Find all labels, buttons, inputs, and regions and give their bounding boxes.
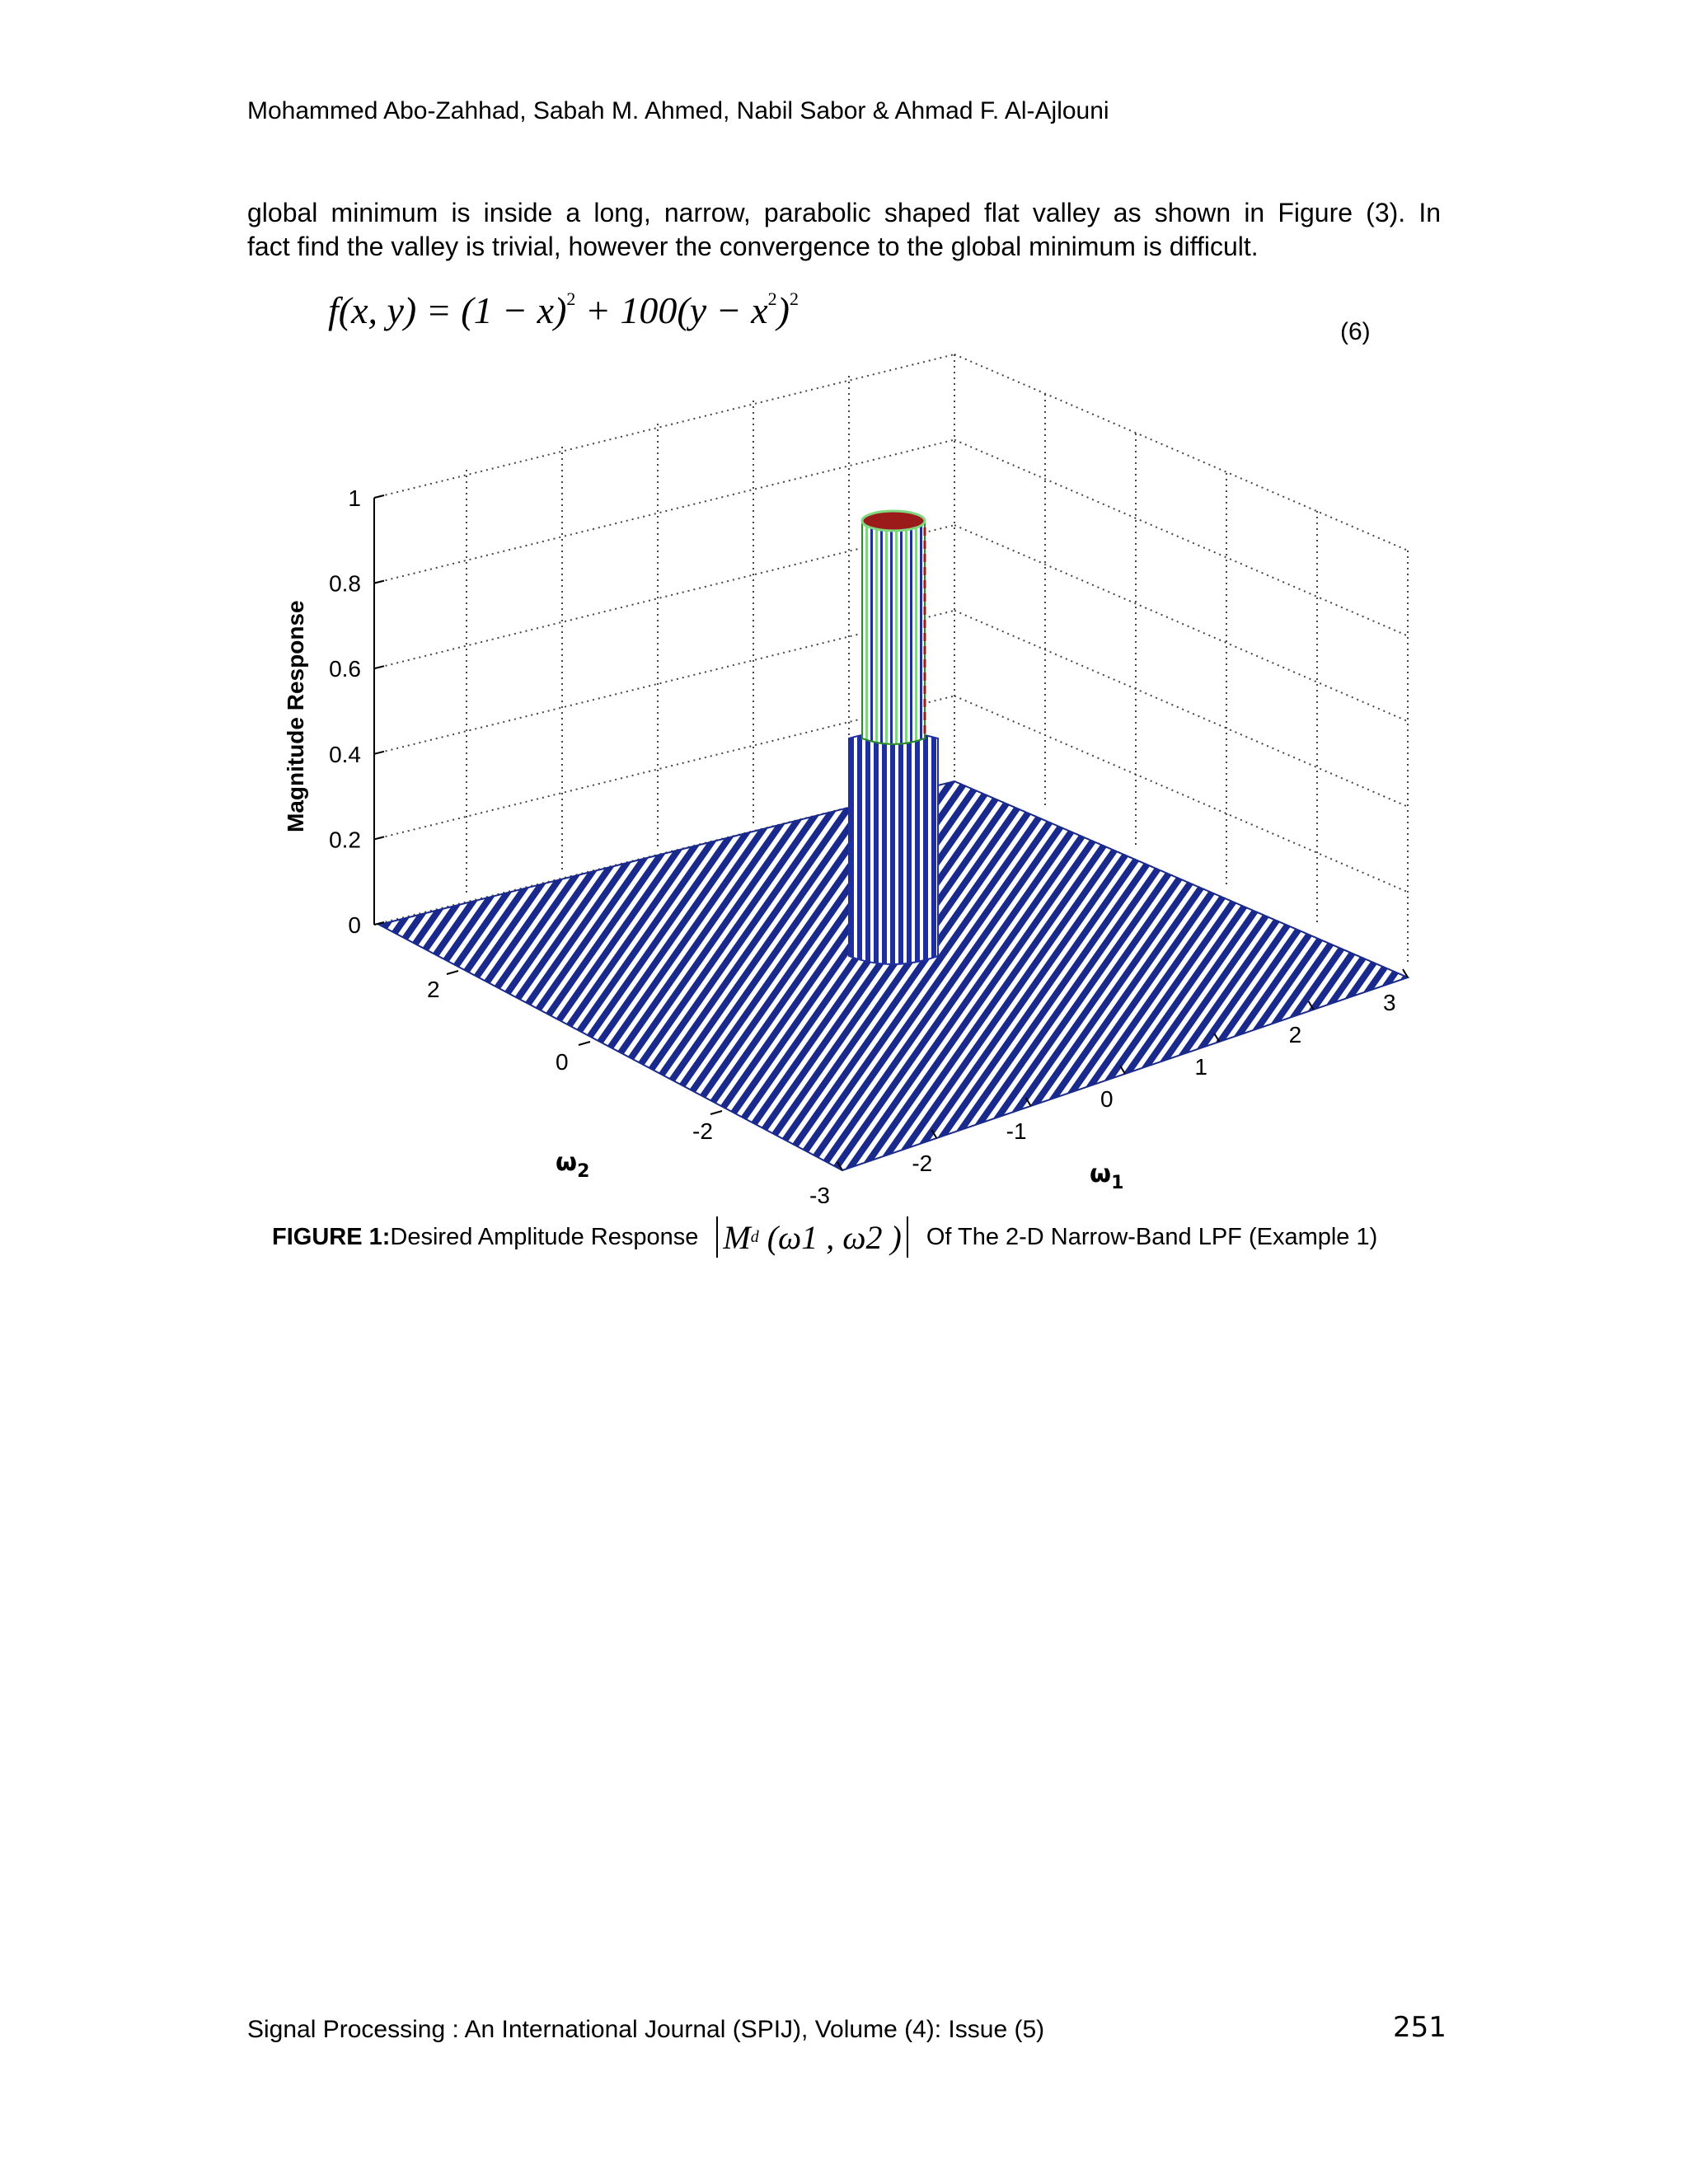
- w2-tick-mark: [710, 1111, 722, 1114]
- z-tick-label: 0.2: [329, 827, 361, 853]
- caption-text-before: Desired Amplitude Response: [390, 1223, 699, 1250]
- passband-pillar: [849, 511, 938, 964]
- z-tick-mark: [374, 837, 384, 839]
- caption-args: (ω1 , ω2 ): [767, 1218, 902, 1256]
- grid-line: [374, 354, 954, 498]
- equation-mid: + 100(y − x: [575, 289, 768, 331]
- w2-tick-label: -2: [692, 1118, 713, 1144]
- z-tick-label: 1: [348, 485, 361, 511]
- paragraph-line: fact find the valley is trivial, however the convergence to the global minimum is difficult.: [247, 232, 1259, 261]
- equation-rparen: ): [776, 289, 790, 331]
- abs-bar-right: [907, 1216, 908, 1258]
- grid-line: [954, 611, 1408, 807]
- w1-tick-label: 0: [1100, 1086, 1114, 1112]
- caption-label: FIGURE 1:: [272, 1223, 391, 1250]
- z-tick-label: 0.4: [329, 741, 361, 767]
- z-tick-mark: [374, 581, 384, 583]
- running-header: Mohammed Abo-Zahhad, Sabah M. Ahmed, Nabil Sabor & Ahmad F. Al-Ajlouni: [247, 97, 1109, 124]
- z-tick-mark: [374, 752, 384, 754]
- pillar-upper-section: [862, 521, 925, 744]
- w2-tick-mark: [447, 971, 458, 974]
- paragraph-line: global minimum is inside a long, narrow, parabolic shaped flat valley as shown in Figure (3). In: [247, 198, 1441, 227]
- w1-tick-label: 2: [1288, 1022, 1302, 1047]
- equation-lhs: f(x, y) = (1 − x): [328, 289, 567, 331]
- caption-subscript: d: [750, 1227, 759, 1246]
- w2-tick-label: 2: [427, 977, 440, 1002]
- z-tick-mark: [374, 495, 384, 498]
- equation-exponent: 2: [767, 288, 777, 309]
- w2-axis-label: $\omega_2$: [556, 1148, 590, 1182]
- page-number: 251: [1393, 2011, 1447, 2044]
- caption-expression: [711, 1216, 912, 1258]
- z-ticks: [329, 485, 384, 938]
- figure-caption: [272, 1216, 1426, 1258]
- z-tick-label: 0.6: [329, 656, 361, 682]
- w1-tick-label: 3: [1383, 990, 1396, 1015]
- w2-tick-label: 0: [556, 1049, 569, 1075]
- equation-number: (6): [1340, 318, 1371, 345]
- caption-M: M: [723, 1218, 751, 1256]
- w2-tick-mark: [579, 1042, 590, 1045]
- z-tick-label: 0.8: [329, 570, 361, 597]
- z-tick-label: 0: [348, 912, 361, 938]
- grid-line: [954, 440, 1408, 636]
- z-axis-label: Magnitude Response: [283, 600, 308, 832]
- grid-line: [954, 525, 1408, 721]
- footer-journal: Signal Processing : An International Journal (SPIJ), Volume (4): Issue (5): [247, 2016, 1045, 2043]
- w1-tick-label: -3: [809, 1183, 830, 1203]
- body-paragraph: [247, 196, 1441, 264]
- pillar-lower-section: [849, 732, 938, 964]
- equation-exponent: 2: [789, 288, 799, 309]
- abs-bar-left: [716, 1216, 718, 1258]
- equation-exponent: 2: [566, 288, 576, 309]
- equation-6: [328, 288, 799, 332]
- pillar-cap: [862, 511, 925, 531]
- grid-line: [954, 354, 1408, 551]
- w1-tick-label: -1: [1006, 1118, 1027, 1144]
- z-tick-mark: [374, 666, 384, 668]
- w1-tick-label: 1: [1194, 1054, 1207, 1080]
- caption-text-after: Of The 2-D Narrow-Band LPF (Example 1): [926, 1223, 1378, 1250]
- w1-tick-label: -2: [912, 1151, 933, 1176]
- w1-axis-label: $\omega_1$: [1090, 1160, 1124, 1193]
- figure-1-surface-plot: [272, 338, 1442, 1203]
